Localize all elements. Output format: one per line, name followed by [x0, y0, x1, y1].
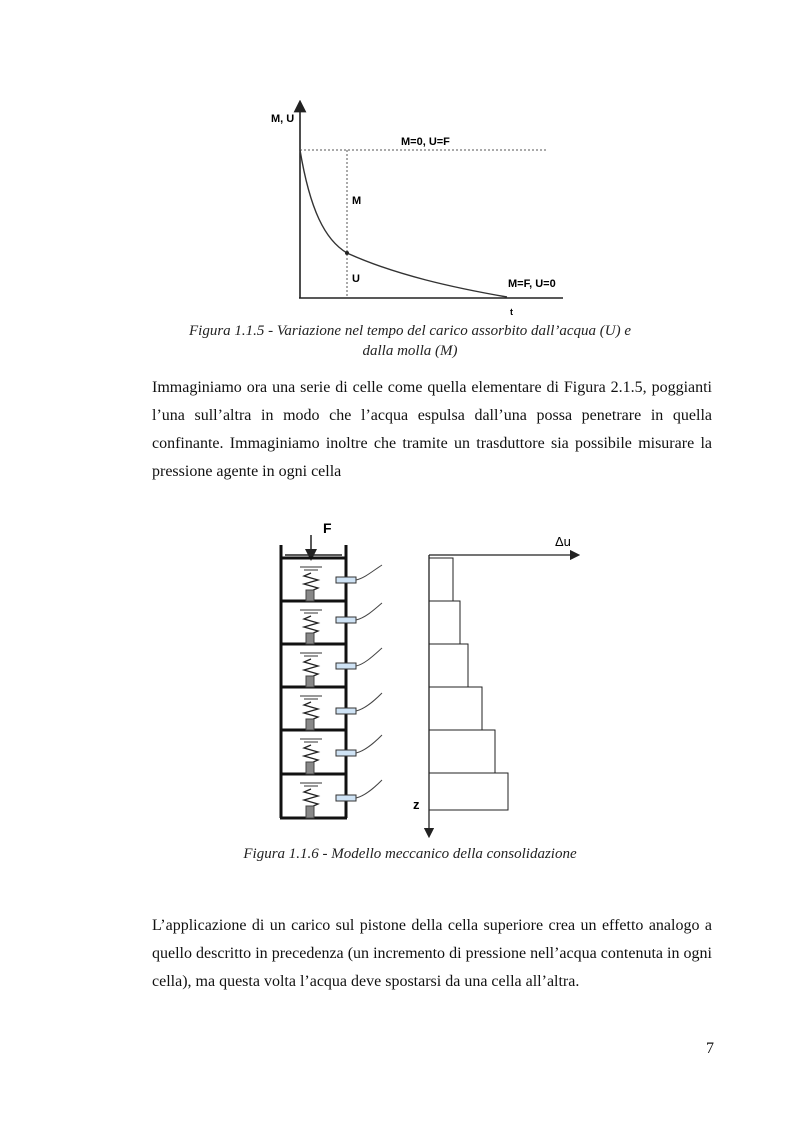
paragraph-2-line: L’applicazione di un carico sul pistone della cella superiore crea un effetto analogo a: [152, 917, 712, 934]
curve-marker: [345, 251, 349, 255]
figure-1-1-6-caption: Figura 1.1.6 - Modello meccanico della consolidazione: [243, 846, 577, 862]
paragraph-1-line: confinante. Immaginiamo inoltre che tramite un trasduttore sia possibile misurare la: [152, 435, 712, 452]
cell-3: [300, 648, 382, 687]
cell-5: [300, 735, 382, 774]
pressure-steps: [429, 558, 508, 810]
end-label: M=F, U=0: [508, 278, 556, 290]
paragraph-1-line: l’una sull’altra in modo che l’acqua espulsa dall’una possa penetrare in quella: [152, 407, 712, 424]
figure-1-1-5-chart: [255, 100, 575, 325]
paragraph-1-line: pressione agente in ogni cella: [152, 463, 342, 480]
top-level-label: M=0, U=F: [401, 136, 450, 148]
figure-1-1-6-diagram: [270, 515, 590, 840]
z-label: z: [413, 797, 420, 812]
du-label: Δu: [555, 534, 571, 549]
y-axis-label: M, U: [271, 113, 295, 125]
paragraph-2-line: cella), ma questa volta l’acqua deve spostarsi da una cella all’altra.: [152, 973, 580, 990]
figure-1-1-5-caption-line1: Figura 1.1.5 - Variazione nel tempo del carico assorbito dall’acqua (U) e: [188, 323, 632, 339]
paragraph-2: [152, 912, 712, 996]
paragraph-1-line: Immaginiamo ora una serie di celle come quella elementare di Figura 2.1.5, poggianti: [152, 379, 712, 396]
cell-6: [300, 780, 382, 818]
cell-4: [300, 693, 382, 730]
paragraph-1: [152, 374, 712, 486]
force-label: F: [323, 520, 332, 536]
m-label: M: [352, 195, 362, 207]
x-axis-label: t: [510, 307, 513, 317]
decay-curve: [300, 150, 507, 297]
page-number: 7: [706, 1040, 714, 1057]
cell-2: [300, 603, 382, 644]
paragraph-2-line: quello descritto in precedenza (un incremento di pressione nell’acqua contenuta in ogni: [152, 945, 712, 962]
u-label: U: [352, 273, 360, 285]
cell-1: [300, 565, 382, 601]
figure-1-1-5-caption-line2: dalla molla (M): [362, 343, 458, 359]
